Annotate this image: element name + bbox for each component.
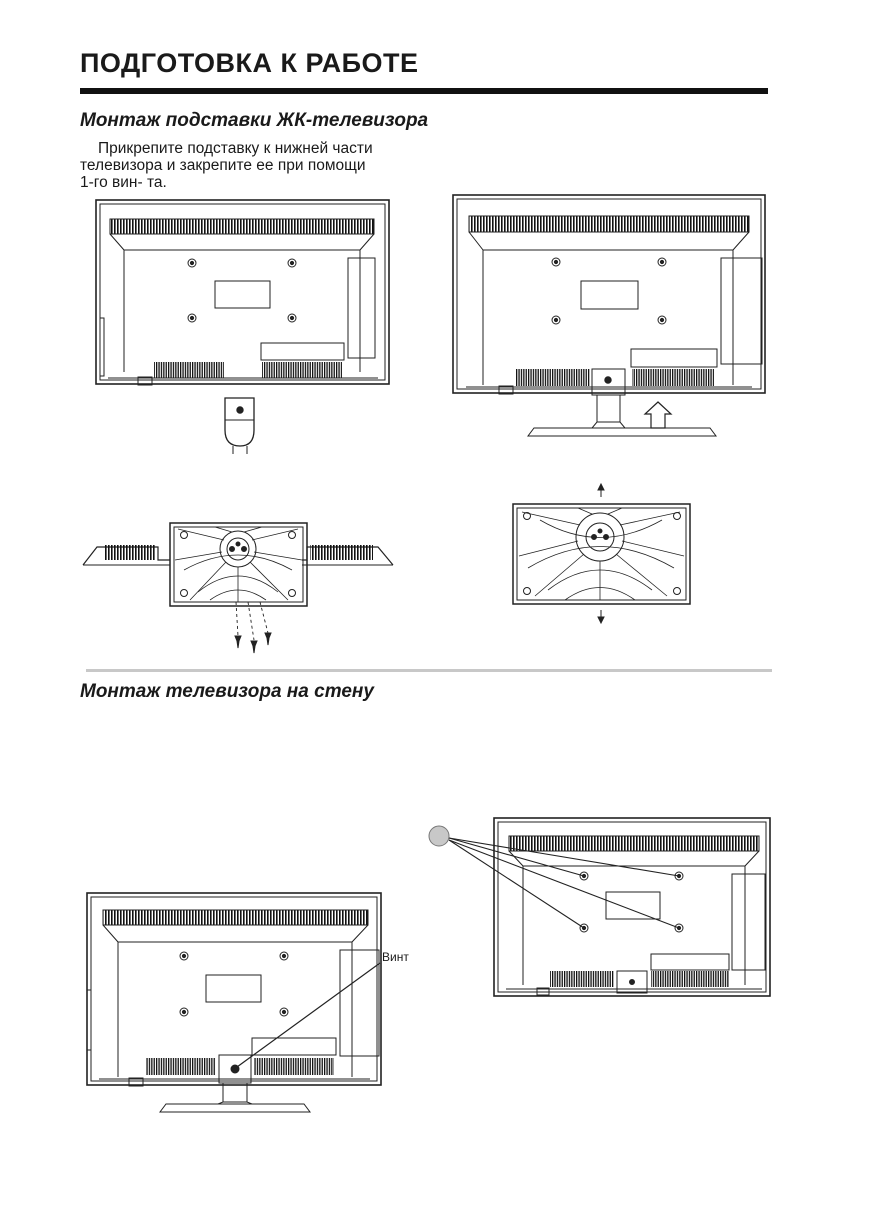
stand-base-figure-3 [83, 523, 393, 653]
page-title: ПОДГОТОВКА К РАБОТЕ [80, 48, 419, 78]
tv-back-figure-1 [96, 200, 389, 454]
screw-label: Винт [382, 950, 409, 964]
instruction-line: телевизора и закрепите ее при помощи [80, 157, 366, 174]
instruction-line: 1-го вин- та. [80, 174, 167, 191]
tv-back-figure-5 [87, 893, 381, 1112]
stand-section-heading: Монтаж подставки ЖК-телевизора [80, 110, 429, 131]
stand-base-figure-4 [513, 484, 690, 623]
wall-section-heading: Монтаж телевизора на стену [80, 681, 374, 702]
tv-back-figure-6 [429, 818, 770, 996]
instruction-line: Прикрепите подставку к нижней части [98, 140, 373, 157]
tv-back-figure-2 [453, 195, 765, 436]
